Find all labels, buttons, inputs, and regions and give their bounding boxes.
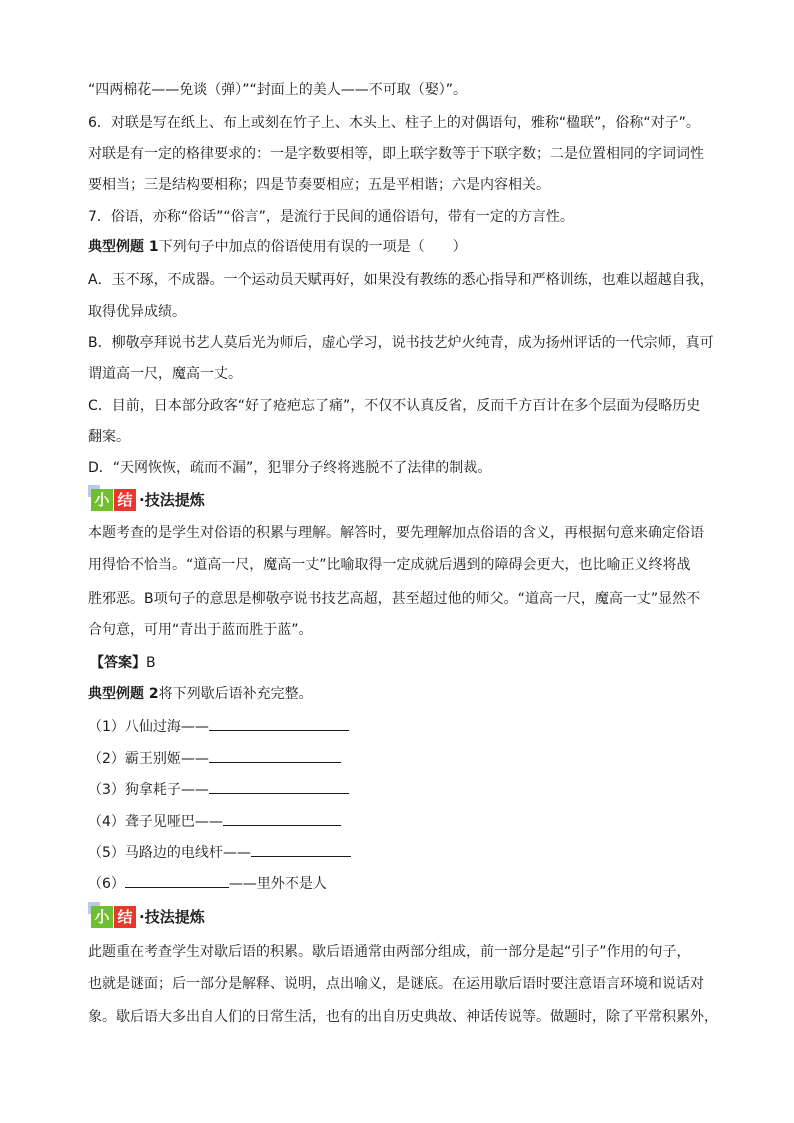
summary-line: 胜邪恶。B项句子的意思是柳敬亭说书技艺高超，甚至超过他的师父。“道高一尺，魔高一丈”显然不 bbox=[88, 591, 701, 607]
option-c-line: 翻案。 bbox=[88, 429, 130, 445]
fill-item-text: ——里外不是人 bbox=[228, 876, 327, 892]
option-a-line: A．玉不琢，不成器。一个运动员天赋再好，如果没有教练的悉心指导和严格训练，也难以超越自我， bbox=[88, 272, 714, 288]
option-b-line: B．柳敬亭拜说书艺人莫后光为师后，虚心学习，说书技艺炉火纯青，成为扬州评话的一代宗师，真可 bbox=[88, 335, 714, 351]
answer-blank[interactable] bbox=[209, 779, 349, 794]
text-line: 对联是有一定的格律要求的：一是字数要相等，即上联字数等于下联字数；二是位置相同的字词词性 bbox=[88, 146, 704, 162]
fill-item bbox=[88, 748, 708, 769]
fill-item-text: （2）霸王别姬—— bbox=[88, 751, 209, 767]
summary-line: 合句意，可用“青出于蓝而胜于蓝”。 bbox=[88, 622, 313, 638]
example-2-question bbox=[88, 684, 708, 704]
text-line: 7．俗语，亦称“俗话”“俗言”，是流行于民间的通俗语句，带有一定的方言性。 bbox=[88, 209, 574, 225]
fill-item bbox=[88, 811, 708, 832]
badge-char-1: 小 bbox=[91, 906, 113, 928]
option-a-line: 取得优异成绩。 bbox=[88, 304, 186, 320]
fill-item-text: （1）八仙过海—— bbox=[88, 719, 209, 735]
example-1-label: 典型例题 1 bbox=[88, 239, 159, 255]
answer-blank[interactable] bbox=[209, 716, 349, 731]
fill-item bbox=[88, 779, 708, 800]
summary-line: 象。歇后语大多出自人们的日常生活，也有的出自历史典故、神话传说等。做题时，除了平常积累外， bbox=[88, 1009, 718, 1025]
answer-line bbox=[90, 653, 710, 673]
summary-line: 本题考查的是学生对俗语的积累与理解。解答时，要先理解加点俗语的含义，再根据句意来确定俗语 bbox=[88, 525, 704, 541]
summary-line: 用得恰不恰当。“道高一尺，魔高一丈”比喻取得一定成就后遇到的障碍会更大，也比喻正义终将战 bbox=[88, 557, 691, 573]
badge-char-2: 结 bbox=[114, 906, 136, 928]
section-title: ·技法提炼 bbox=[139, 908, 205, 926]
answer-blank[interactable] bbox=[223, 811, 341, 826]
option-d-line: D．“天网恢恢，疏而不漏”，犯罪分子终将逃脱不了法律的制裁。 bbox=[88, 460, 492, 476]
option-b-line: 谓道高一尺，魔高一丈。 bbox=[88, 366, 242, 382]
answer-blank[interactable] bbox=[209, 748, 341, 763]
example-1-question bbox=[88, 237, 708, 257]
summary-line: 此题重在考查学生对歇后语的积累。歇后语通常由两部分组成，前一部分是起“引子”作用的句子， bbox=[88, 944, 691, 960]
text-line: “四两棉花——免谈（弹）”“封面上的美人——不可取（娶）”。 bbox=[88, 82, 468, 98]
badge-char-1: 小 bbox=[91, 489, 113, 511]
badge-char-2: 结 bbox=[114, 489, 136, 511]
fill-item-text: （3）狗拿耗子—— bbox=[88, 782, 209, 798]
option-c-line: C．目前，日本部分政客“好了疮疤忘了痛”，不仅不认真反省，反而千方百计在多个层面为侵略历史 bbox=[88, 398, 701, 414]
example-2-question-text: 将下列歇后语补充完整。 bbox=[158, 686, 313, 702]
answer-value: B bbox=[146, 655, 156, 671]
section-header bbox=[88, 485, 328, 513]
fill-item bbox=[88, 842, 708, 863]
summary-line: 也就是谜面；后一部分是解释、说明，点出喻义，是谜底。在运用歇后语时要注意语言环境和说话对 bbox=[88, 976, 704, 992]
fill-item-text: （6） bbox=[88, 876, 125, 892]
fill-item-text: （4）聋子见哑巴—— bbox=[88, 814, 223, 830]
answer-label: 【答案】 bbox=[90, 655, 146, 671]
answer-blank[interactable] bbox=[125, 873, 229, 888]
example-2-label: 典型例题 2 bbox=[88, 686, 159, 702]
section-header bbox=[88, 902, 328, 930]
fill-item bbox=[88, 716, 708, 737]
text-line: 要相当；三是结构要相称；四是节奏要相应；五是平相谐；六是内容相关。 bbox=[88, 177, 550, 193]
text-line: 6．对联是写在纸上、布上或刻在竹子上、木头上、柱子上的对偶语句，雅称“楹联”，俗称“对子”。 bbox=[88, 115, 700, 131]
section-title: ·技法提炼 bbox=[139, 491, 205, 509]
fill-item bbox=[88, 873, 708, 894]
example-1-question-text: 下列句子中加点的俗语使用有误的一项是（ ） bbox=[158, 239, 467, 255]
answer-blank[interactable] bbox=[251, 842, 351, 857]
fill-item-text: （5）马路边的电线杆—— bbox=[88, 845, 251, 861]
